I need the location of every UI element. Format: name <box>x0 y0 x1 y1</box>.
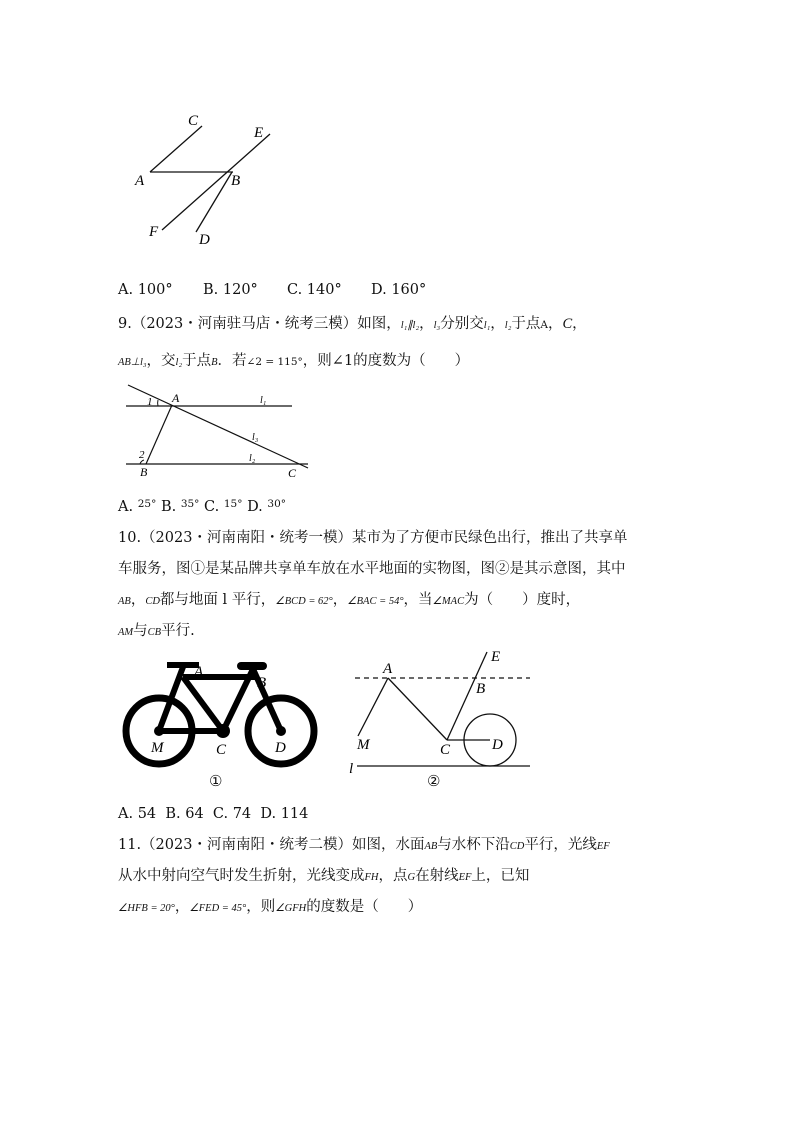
q11-line3-sep: ， <box>174 899 190 915</box>
q8-label-c: C <box>188 113 199 129</box>
q9-point-c: C <box>562 316 573 332</box>
q10-label-c: C <box>440 742 451 758</box>
q8-option-b: B. 120° <box>203 282 258 298</box>
bike-label-m: M <box>151 740 164 756</box>
q9-l3: l₃ <box>433 320 441 331</box>
q11-fh: FH <box>364 872 379 883</box>
q11-angle-hfb: ∠HFB = 20° <box>118 903 175 914</box>
q11-cd: CD <box>509 841 525 852</box>
q10-cd: CD <box>145 596 160 607</box>
q9-stem-line1 <box>118 315 587 335</box>
q10-schematic-figure <box>340 648 540 778</box>
q8-option-d: D. 160° <box>371 282 427 298</box>
q9-l1-parallel-l2: l₁∥l₂ <box>400 320 420 331</box>
q9-label-1: 1 <box>147 396 153 408</box>
q10-angle-mac: ∠MAC <box>432 596 465 607</box>
q10-label-d: D <box>492 737 503 753</box>
q10-label-b: B <box>476 681 486 697</box>
q10-option-b: B. 64 <box>165 806 204 822</box>
q9-option-d-letter: D. <box>247 499 263 515</box>
q11-mid2: 平行，光线 <box>524 837 597 853</box>
q8-label-d: D <box>199 232 210 248</box>
q10-caption-1: ① <box>209 772 223 790</box>
q10-option-d: D. 114 <box>260 806 309 822</box>
q10-label-e: E <box>491 649 501 665</box>
q10-sep2: ， <box>332 592 348 608</box>
q9-option-a-letter: A. <box>118 499 134 515</box>
q9-point-a: A <box>540 319 548 331</box>
q9-ab-perp-l3: AB⊥l₃ <box>118 357 147 368</box>
q9-option-c-letter: C. <box>204 499 220 515</box>
q11-stem-line2 <box>118 867 529 887</box>
q9-line2-mid2: 于点 <box>182 353 212 369</box>
q10-caption-2: ② <box>427 772 441 790</box>
q8-line-bd <box>196 172 232 232</box>
q10-line3-end: 为（ ）度时， <box>464 592 581 608</box>
q11-stem-line1 <box>118 836 610 856</box>
q10-sep: ， <box>130 592 146 608</box>
q11-line3-mid: ，则 <box>246 899 276 915</box>
q11-prefix: 11.（2023・河南南阳・统考二模）如图，水面 <box>118 837 425 853</box>
q9-sep1: ， <box>419 316 434 332</box>
q11-line2-ef: EF <box>458 872 472 883</box>
bike-label-d: D <box>275 740 286 756</box>
q9-option-a-value: 25° <box>137 498 157 510</box>
q10-line4-end: 平行. <box>161 623 195 639</box>
q10-line-am <box>358 678 388 736</box>
q9-option-b-letter: B. <box>160 499 177 515</box>
q11-line2-mid2: 在射线 <box>415 868 459 884</box>
q10-am: AM <box>118 627 134 638</box>
q10-bicycle-figure <box>120 655 320 775</box>
q9-label-2: 2 <box>139 449 145 461</box>
q10-ab: AB <box>118 596 131 607</box>
q9-line2-mid: ，交 <box>146 353 176 369</box>
q9-sep2: ， <box>490 316 505 332</box>
q9-option-d-value: 30° <box>267 498 287 510</box>
q11-line2-prefix: 从水中射向空气时发生折射，光线变成 <box>118 868 365 884</box>
q11-mid: 与水杯下沿 <box>437 837 510 853</box>
q10-stem-line4 <box>118 622 195 642</box>
q11-angle-gfh: ∠GFH <box>275 903 307 914</box>
q9-line2-point-b: B <box>211 357 218 368</box>
q10-stem-line2: 车服务，图①是某品牌共享单车放在水平地面的实物图，图②是其示意图，其中 <box>118 561 626 577</box>
q8-label-b: B <box>231 173 241 189</box>
q9-prefix: 9.（2023・河南驻马店・统考三模）如图， <box>118 316 401 332</box>
q11-ef: EF <box>596 841 610 852</box>
bike-label-b: B <box>257 675 267 691</box>
q11-angle-fed: ∠FED = 45° <box>189 903 247 914</box>
q9-label-b: B <box>140 465 148 479</box>
q9-option-c-value: 15° <box>223 498 243 510</box>
q9-sep4: ， <box>572 316 587 332</box>
q10-angle-bac: ∠BAC = 54° <box>347 596 404 607</box>
q9-angle-2: ∠2 = 115° <box>246 356 303 368</box>
q10-options <box>118 805 308 823</box>
q10-label-a: A <box>383 661 393 677</box>
q8-line-ac <box>150 126 202 172</box>
q11-ab: AB <box>424 841 438 852</box>
q8-figure <box>130 110 290 250</box>
q10-line4-mid: 与 <box>133 623 148 639</box>
q10-option-c: C. 74 <box>212 806 252 822</box>
bike-label-a: A <box>194 664 204 680</box>
q10-option-a: A. 54 <box>118 806 157 822</box>
q11-line3-end: 的度数是（ ） <box>306 899 423 915</box>
q9-label-l1: l₁ <box>260 395 267 406</box>
q10-stem-line3 <box>118 591 580 611</box>
q9-mid1: 分别交 <box>440 316 484 332</box>
q9-stem-line2 <box>118 352 469 372</box>
q11-line2-mid: ，点 <box>378 868 408 884</box>
q10-label-l: l <box>349 761 354 777</box>
q9-l2: l₂ <box>504 320 512 331</box>
q9-line2-mid3: ．若 <box>217 353 247 369</box>
q9-line-ab <box>146 405 172 464</box>
q10-mid2: ，当 <box>403 592 433 608</box>
q8-label-e: E <box>254 125 264 141</box>
q9-line2-l2: l₂ <box>175 357 183 368</box>
q8-option-a: A. 100° <box>118 282 173 298</box>
q10-line-ac <box>388 678 447 740</box>
q10-angle-bcd: ∠BCD = 62° <box>275 596 333 607</box>
q8-label-f: F <box>149 224 159 240</box>
q11-g: G <box>407 872 416 883</box>
q8-line-fe <box>162 134 270 230</box>
q9-mid2: 于点 <box>511 316 541 332</box>
q9-options <box>118 495 286 516</box>
q9-sep3: ， <box>547 316 563 332</box>
q9-label-c: C <box>288 466 297 480</box>
q10-label-m: M <box>357 737 370 753</box>
bike-label-c: C <box>216 742 227 758</box>
q10-mid: 都与地面 l 平行， <box>159 592 276 608</box>
q8-label-a: A <box>135 173 145 189</box>
q9-label-l3: l₃ <box>252 432 259 443</box>
q11-line2-end: 上，已知 <box>471 868 530 884</box>
q9-figure <box>118 380 318 480</box>
q9-label-l2: l₂ <box>249 453 256 464</box>
q9-line2-end: ，则∠1的度数为（ ） <box>302 353 470 369</box>
q9-line-l3 <box>128 385 308 468</box>
q10-stem-line1: 10.（2023・河南南阳・统考一模）某市为了方便市民绿色出行，推出了共享单 <box>118 530 628 546</box>
q8-option-c: C. 140° <box>287 282 342 298</box>
q9-option-b-value: 35° <box>180 498 200 510</box>
q9-l1: l₁ <box>483 320 491 331</box>
q9-label-a: A <box>172 391 180 405</box>
q10-cb: CB <box>147 627 162 638</box>
q11-stem-line3 <box>118 898 422 918</box>
